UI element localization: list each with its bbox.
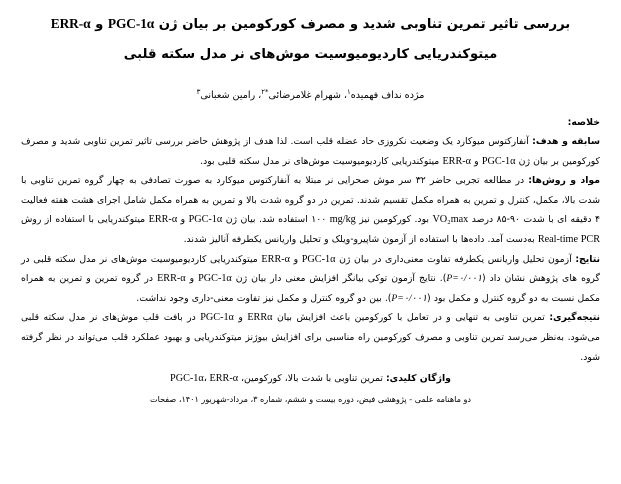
abstract-section-background [21, 132, 600, 171]
section-text-results-6: در گروه تمرین و تمرین به همراه مکمل نسبت به دو گروه کنترل و مکمل بود ( [21, 273, 600, 304]
p-value-2: P=۰/۰۰۱ [391, 292, 428, 304]
title-line-2: میتوکندریایی کاردیومیوسیت موش‌های نر مدل سکته قلبی [123, 47, 498, 62]
method-realtime-pcr: Real-time PCR [537, 233, 600, 245]
section-text-methods-2: بود. کورکومین نیز [355, 214, 433, 226]
author-separator-1: ، [343, 90, 347, 101]
gene-pgc1a-results-2: PGC-1α [198, 273, 232, 285]
section-text-results-5: و [185, 273, 199, 285]
section-text-methods-5: میتوکندریایی با استفاده از روش [21, 214, 149, 226]
keywords-label: واژگان کلیدی: [385, 373, 451, 385]
keywords-latin: PGC-1α، ERR-α [170, 373, 239, 385]
gene-pgc1a-methods: PGC-1α [188, 214, 223, 226]
abstract-section-results [21, 250, 600, 309]
gene-pgc1a-conclusion: PGC-1α [200, 312, 234, 324]
section-text-background-1: آنفارکتوس میوکارد یک وضعیت نکروزی حاد عضله قلب است. لذا هدف از پژوهش حاضر بررسی تاثیر تمرین تناوبی شدید و مصرف کورکومین بر بیان ژن [21, 136, 600, 167]
keywords-text: تمرین تناوبی با شدت بالا، کورکومین، [238, 373, 386, 385]
gene-erra-results: ERR-α [261, 253, 290, 265]
keywords-line [0, 369, 621, 389]
section-text-methods-3: ۱۰۰ استفاده شد. بیان ژن [222, 214, 330, 226]
author-name-1: مژده نداف فهمیده [350, 90, 425, 101]
abstract-heading: خلاصه: [567, 117, 600, 128]
section-text-results-7: ). بین دو گروه کنترل و مکمل نیز تفاوت معنی-داری وجود نداشت. [136, 292, 392, 304]
author-list [0, 70, 621, 102]
abstract-section-conclusion [21, 308, 600, 367]
title-line-1-prefix: بررسی تاثیر تمرین تناوبی شدید و مصرف کورکومین بر بیان ژن [154, 17, 571, 32]
section-text-methods-4: و [177, 214, 189, 226]
abstract-body [0, 115, 621, 367]
author-affiliation-marker-2: *۲ [261, 87, 269, 96]
section-label-background: سابقه و هدف: [532, 136, 600, 147]
section-text-methods-1: در مطالعه تجربی حاضر ۳۲ سر موش صحرایی نر مبتلا به آنفارکتوس میوکارد به صورت تصادفی به چهار گروه تمرین تناوبی با شدت بالا، مکمل، کنترل و تمرین به همراه مکمل تقسیم شدند. تمرین در دو گروه شدت بالا و تمرین به همراه مکمل شامل اجرای هشت هفته فعالیت ۴ دقیقه ای با شدت ۹۰-۸۵ درصد [21, 175, 601, 226]
section-text-results-1: آزمون تحلیل واریانس یکطرفه تفاوت معنی‌داری در بیان ژن [335, 253, 576, 265]
section-text-results-4: ). نتایج آزمون توکی بیانگر افزایش معنی دار بیان ژن [231, 273, 447, 285]
author-name-3: رامین شعبانی [200, 90, 256, 101]
section-text-conclusion-3: در بافت قلب موش‌های نر مدل سکته قلبی می‌شود. به‌نظر می‌رسد تمرین تناوبی و مصرف کورکومین راه مناسبی برای افزایش بیوژنز میتوکندریایی و بهبود عملکرد قلب می‌تواند در نظر گرفته شود. [21, 312, 600, 363]
title-line-1-conjunction: و [90, 17, 108, 32]
abstract-section-methods [21, 171, 600, 249]
section-text-background-3: میتوکندریایی کاردیومیوسیت موش‌های نر مدل سکته قلبی بود. [200, 155, 443, 167]
section-label-conclusion: نتیجه‌گیری: [549, 312, 600, 324]
section-text-results-2: و [289, 253, 302, 265]
section-label-results: نتایج: [575, 253, 600, 265]
gene-erra-methods: ERR-α [148, 214, 178, 226]
journal-footer: دو ماهنامه علمی - پژوهشی فیض، دوره بیست و ششم، شماره ۳، مرداد-شهریور ۱۴۰۱، صفحات [149, 393, 472, 404]
p-value-1: P=۰/۰۰۱ [446, 273, 483, 285]
gene-erra-results-2: ERR-α [157, 273, 186, 285]
gene-erra: ERR-α [442, 155, 471, 167]
section-text-conclusion-1: تمرین تناوبی به تنهایی و در تعامل با کورکومین باعث افزایش بیان [272, 312, 550, 324]
measure-vo2max: VO₂max [432, 214, 469, 226]
section-text-background-2: و [471, 155, 482, 167]
unit-mg-kg: mg/kg [329, 214, 356, 226]
gene-pgc1a: PGC-1α [481, 155, 516, 167]
page-title [0, 0, 621, 70]
gene-erralpha-conclusion: ERRα [247, 312, 273, 324]
section-label-methods: مواد و روش‌ها: [528, 175, 601, 187]
title-gene-erra: ERR-α [50, 16, 91, 31]
title-line-1 [30, 9, 591, 40]
title-gene-pgc1a: PGC-1α [107, 16, 155, 31]
author-name-2: شهرام غلامرضائی [268, 90, 341, 101]
author-affiliation-marker-1: ۱ [346, 87, 351, 96]
section-text-methods-6: به‌دست آمد. داده‌ها با استفاده از آزمون شاپیرو-ویلک و تحلیل واریانس یکطرفه آنالیز شدند. [183, 233, 538, 245]
author-affiliation-marker-3: ۳ [196, 87, 201, 96]
section-text-conclusion-2: و [233, 312, 248, 324]
section-text-results-3: میتوکندریایی کاردیومیوسیت موش‌های نر مدل سکته قلبی در گروه های پژوهش نشان داد ( [21, 253, 600, 285]
gene-pgc1a-results: PGC-1α [301, 253, 336, 265]
author-separator-2: ، [258, 90, 262, 101]
